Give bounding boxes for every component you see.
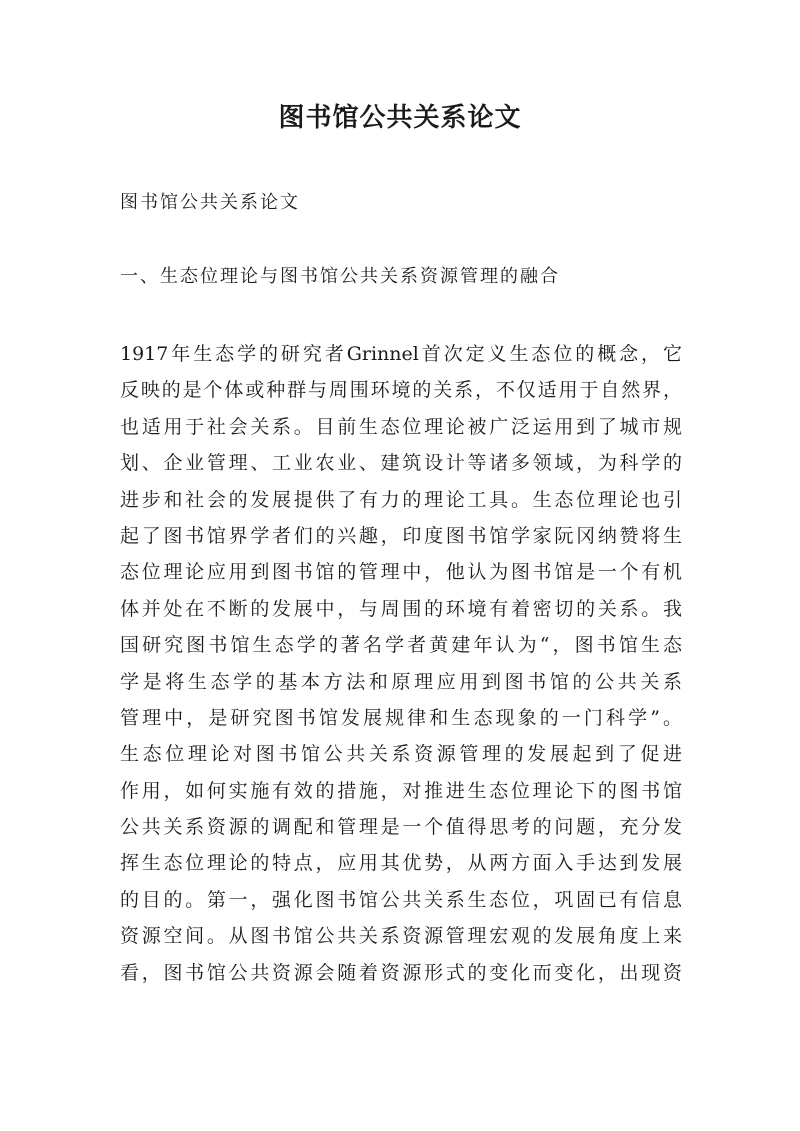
paragraph-line: 也适用于社会关系。目前生态位理论被广泛运用到了城市规 (120, 415, 682, 438)
paragraph-line: 态位理论应用到图书馆的管理中，他认为图书馆是一个有机 (120, 561, 682, 584)
paragraph-line: 公共关系资源的调配和管理是一个值得思考的问题，充分发 (120, 816, 682, 839)
paragraph-line: 国研究图书馆生态学的著名学者黄建年认为“，图书馆生态 (120, 634, 682, 657)
paragraph-line: 进步和社会的发展提供了有力的理论工具。生态位理论也引 (120, 488, 682, 511)
paragraph-line: 划、企业管理、工业农业、建筑设计等诸多领域，为科学的 (120, 452, 682, 475)
paragraph-line: 的目的。第一，强化图书馆公共关系生态位，巩固已有信息 (120, 888, 682, 911)
paragraph-line: 资源空间。从图书馆公共关系资源管理宏观的发展角度上来 (120, 925, 682, 948)
paragraph-line: 生态位理论对图书馆公共关系资源管理的发展起到了促进 (120, 743, 682, 766)
paragraph-line: 学是将生态学的基本方法和原理应用到图书馆的公共关系 (120, 670, 682, 693)
paragraph-line: 体并处在不断的发展中，与周围的环境有着密切的关系。我 (120, 597, 682, 620)
document-title: 图书馆公共关系论文 (278, 103, 522, 133)
paragraph-line: 起了图书馆界学者们的兴趣，印度图书馆学家阮冈纳赞将生 (120, 524, 682, 547)
paragraph-line: 看，图书馆公共资源会随着资源形式的变化而变化，出现资 (120, 961, 682, 984)
paragraph-line: 挥生态位理论的特点，应用其优势，从两方面入手达到发展 (120, 852, 682, 875)
body-paragraph (120, 336, 682, 991)
paragraph-line: 管理中，是研究图书馆发展规律和生态现象的一门科学”。 (120, 706, 682, 729)
paragraph-line: 1917年生态学的研究者Grinnel首次定义生态位的概念，它 (120, 343, 682, 365)
paragraph-line: 反映的是个体或种群与周围环境的关系，不仅适用于自然界， (120, 379, 682, 402)
paragraph-line: 作用，如何实施有效的措施，对推进生态位理论下的图书馆 (120, 779, 682, 802)
section-heading: 一、生态位理论与图书馆公共关系资源管理的融合 (120, 266, 560, 287)
document-subtitle: 图书馆公共关系论文 (120, 192, 300, 213)
